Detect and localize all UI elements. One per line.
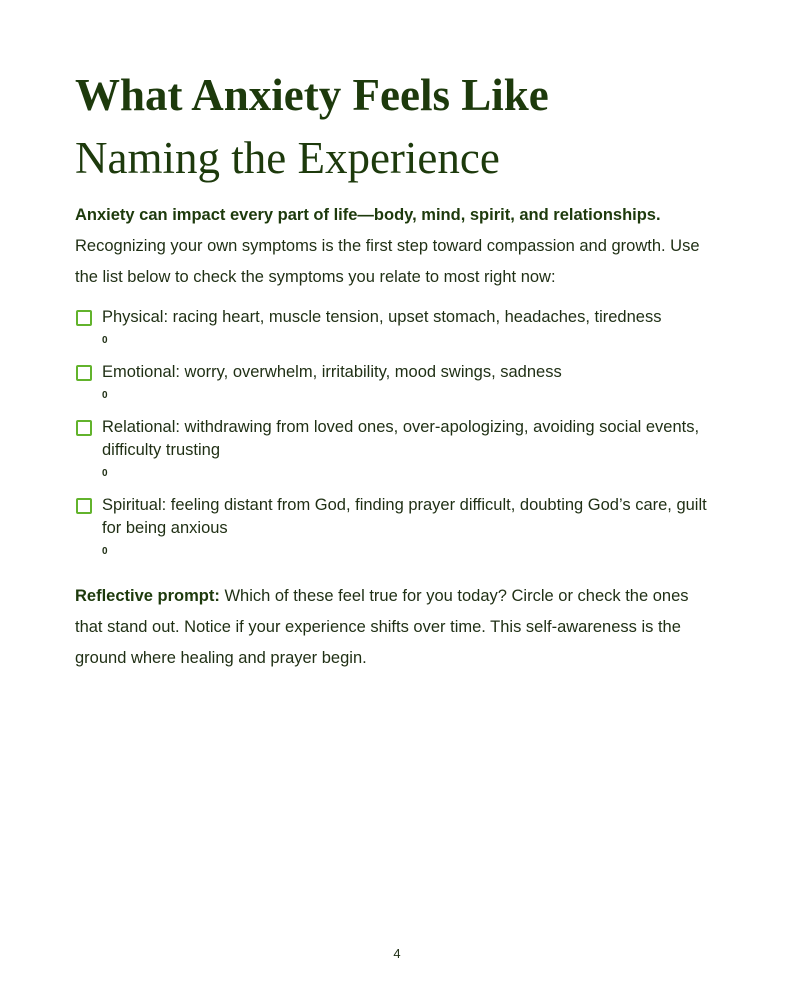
intro-body: Recognizing your own symptoms is the first step toward compassion and growth. Use the list below to check the symptoms you relate to most right now:: [75, 237, 700, 286]
checkbox-relational[interactable]: [76, 420, 92, 436]
reflective-prompt-body: Which of these feel true for you today? Circle or check the ones that stand out. Notice if your experience shifts over time. This self-awareness is the ground where healing and prayer begin.: [75, 587, 689, 667]
intro-paragraph: [75, 200, 719, 293]
intro-lead: Anxiety can impact every part of life—body, mind, spirit, and relationships.: [75, 206, 661, 224]
checkbox-emotional[interactable]: [76, 365, 92, 381]
checklist-item-count: 0: [102, 468, 108, 479]
checkbox-physical[interactable]: [76, 310, 92, 326]
page-subtitle: Naming the Experience: [75, 133, 500, 183]
reflective-prompt-paragraph: [75, 581, 719, 674]
symptom-checklist: [75, 306, 719, 567]
checklist-item-text: Emotional: worry, overwhelm, irritability, mood swings, sadness: [102, 363, 562, 381]
checklist-item-emotional: [75, 361, 719, 411]
page-title: What Anxiety Feels Like: [75, 70, 549, 120]
reflective-prompt-label: Reflective prompt:: [75, 587, 220, 605]
checklist-item-count: 0: [102, 335, 108, 346]
checklist-item-text: Spiritual: feeling distant from God, finding prayer difficult, doubting God’s care, guilt for being anxious: [102, 496, 707, 537]
checkbox-spiritual[interactable]: [76, 498, 92, 514]
checklist-item-text: Relational: withdrawing from loved ones, over-apologizing, avoiding social events, difficulty trusting: [102, 418, 700, 459]
checklist-item-spiritual: [75, 494, 719, 567]
checklist-item-relational: [75, 416, 719, 489]
checklist-item-text: Physical: racing heart, muscle tension, upset stomach, headaches, tiredness: [102, 308, 662, 326]
checklist-item-physical: [75, 306, 719, 356]
checklist-item-count: 0: [102, 546, 108, 557]
checklist-item-count: 0: [102, 390, 108, 401]
page-number: 4: [393, 946, 401, 961]
